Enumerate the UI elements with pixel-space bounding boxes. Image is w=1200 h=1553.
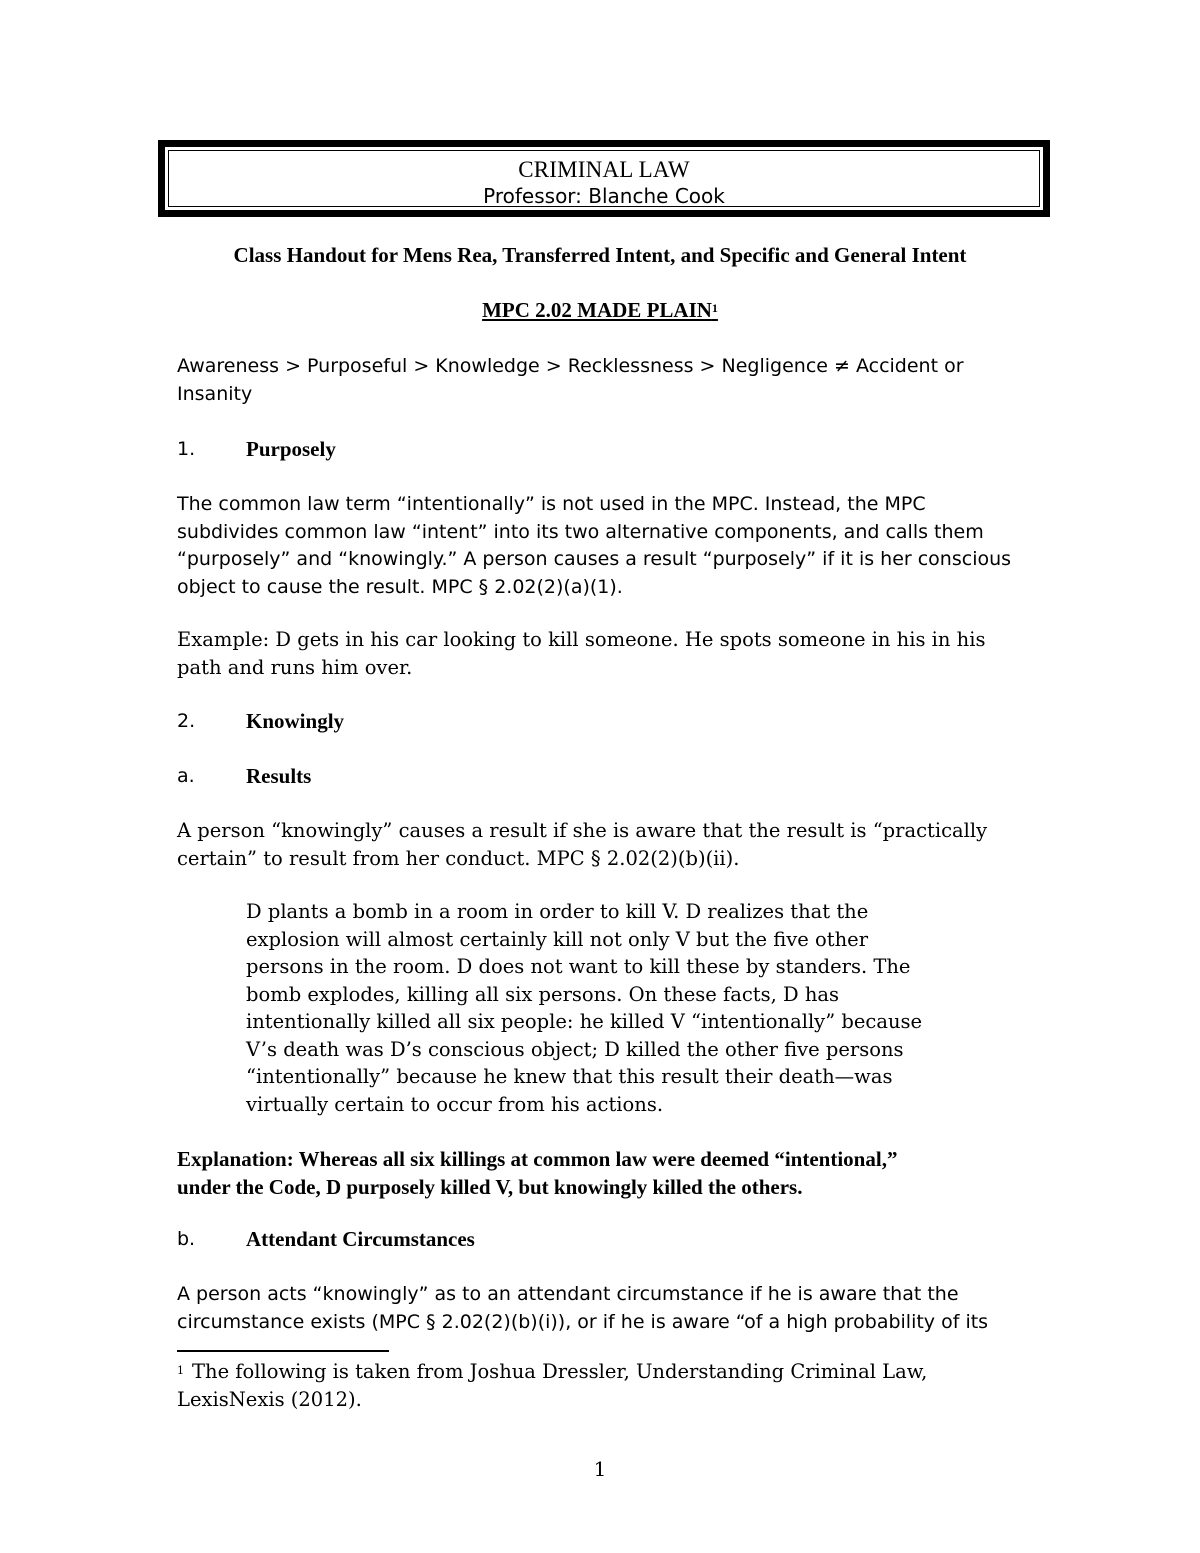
paragraph-line: certain” to result from her conduct. MPC § 2.02(2)(b)(ii). [177, 846, 740, 870]
footnote-text: The following is taken from Joshua Dressler, Understanding Criminal Law, [192, 1360, 928, 1383]
footnote-line: LexisNexis (2012). [177, 1387, 362, 1411]
paragraph-line: The common law term “intentionally” is not used in the MPC. Instead, the MPC [177, 493, 926, 515]
handout-title: Class Handout for Mens Rea, Transferred Intent, and Specific and General Intent [233, 243, 967, 267]
subsection-letter: b. [177, 1228, 196, 1250]
footnote-ref: 1 [711, 301, 718, 315]
subsection-heading-attendant: Attendant Circumstances [246, 1227, 475, 1251]
paragraph-line: persons in the room. D does not want to kill these by standers. The [246, 955, 911, 978]
paragraph-line: object to cause the result. MPC § 2.02(2)(a)(1). [177, 575, 623, 598]
paragraph-line: D plants a bomb in a room in order to kill V. D realizes that the [246, 900, 869, 923]
header-box [158, 140, 1050, 217]
header-inner-border [168, 150, 1040, 207]
paragraph-line: bomb explodes, killing all six persons. On these facts, D has [246, 982, 840, 1006]
section-number: 1. [177, 438, 196, 460]
section-heading-knowingly: Knowingly [246, 709, 345, 733]
paragraph-line: subdivides common law “intent” into its two alternative components, and calls them [177, 520, 984, 543]
footnote-line [177, 1358, 997, 1386]
attendant-paragraph [177, 1281, 1037, 1336]
paragraph-line: Example: D gets in his car looking to kill someone. He spots someone in his in his [177, 628, 986, 651]
section-heading-purposely: Purposely [246, 437, 336, 461]
purposely-example [177, 626, 1037, 681]
page-number: 1 [593, 1457, 607, 1481]
results-paragraph [177, 817, 1037, 872]
subsection-letter: a. [177, 765, 195, 787]
mpc-title [150, 297, 1050, 325]
hierarchy-text [177, 353, 1037, 408]
paragraph-line: explosion will almost certainly kill not only V but the five other [246, 927, 869, 951]
explanation-paragraph [177, 1145, 1037, 1201]
footnote [177, 1358, 997, 1413]
paragraph-line: V’s death was D’s conscious object; D killed the other five persons [246, 1037, 904, 1061]
paragraph-line: under the Code, D purposely killed V, but knowingly killed the others. [177, 1175, 803, 1199]
paragraph-line: virtually certain to occur from his actions. [246, 1092, 664, 1116]
footnote-mark: 1 [177, 1364, 184, 1377]
paragraph-line: “intentionally” because he knew that this result their death—was [246, 1065, 893, 1088]
paragraph-line: intentionally killed all six people: he killed V “intentionally” because [246, 1010, 923, 1033]
footnote-separator [177, 1350, 389, 1352]
section-number: 2. [177, 710, 196, 732]
hierarchy-line: Insanity [177, 382, 253, 405]
professor-name: Professor: Blanche Cook [483, 184, 725, 208]
paragraph-line: A person “knowingly” causes a result if she is aware that the result is “practically [177, 819, 988, 842]
hierarchy-line: Awareness > Purposeful > Knowledge > Recklessness > Negligence ≠ Accident or [177, 355, 964, 377]
paragraph-line: path and runs him over. [177, 655, 413, 679]
subsection-heading-results: Results [246, 764, 312, 788]
paragraph-line: Explanation: Whereas all six killings at common law were deemed “intentional,” [177, 1147, 898, 1171]
paragraph-line: A person acts “knowingly” as to an attendant circumstance if he is aware that the [177, 1283, 959, 1305]
paragraph-line: circumstance exists (MPC § 2.02(2)(b)(i)), or if he is aware “of a high probability of its [177, 1310, 989, 1333]
bomb-example [246, 898, 946, 1118]
mpc-title-text: MPC 2.02 MADE PLAIN [482, 298, 712, 322]
paragraph-line: “purposely” and “knowingly.” A person causes a result “purposely” if it is her conscious [177, 548, 1012, 570]
purposely-paragraph [177, 491, 1037, 601]
course-title: CRIMINAL LAW [518, 157, 690, 182]
